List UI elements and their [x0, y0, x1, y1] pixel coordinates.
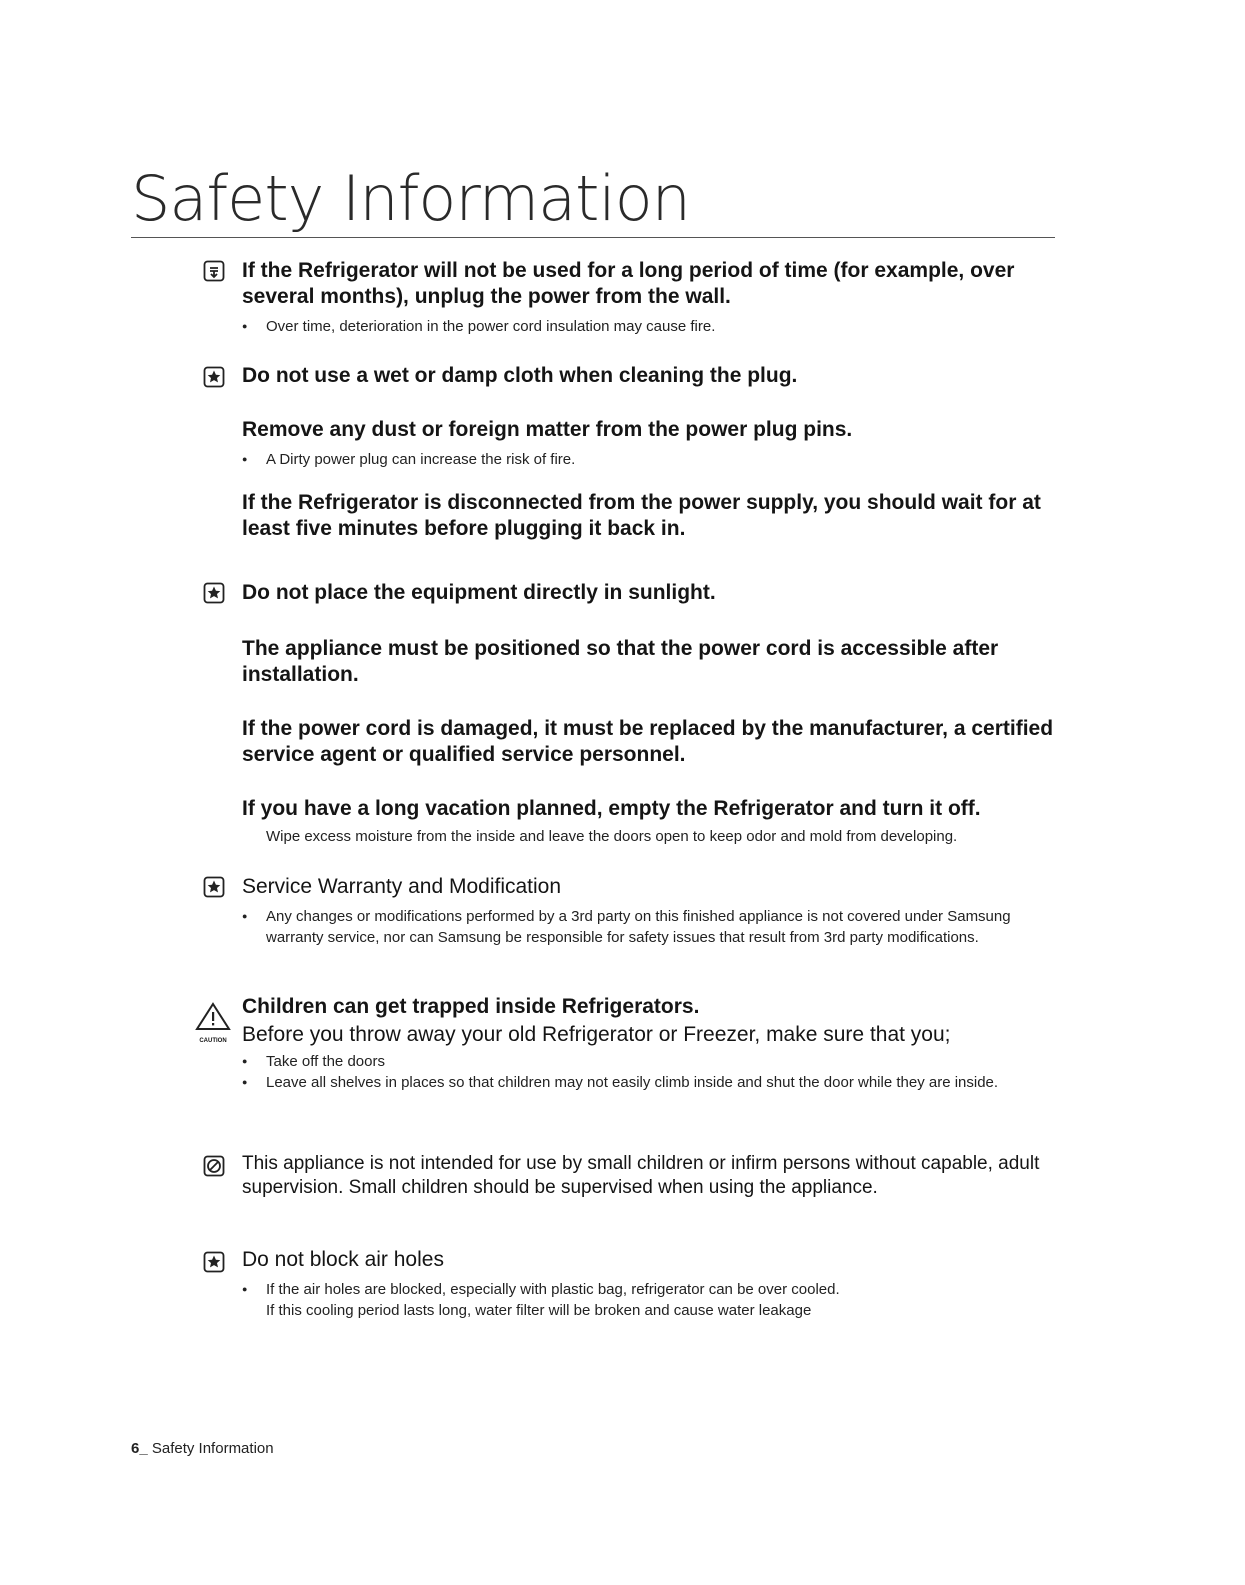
section-sunlight	[242, 580, 1062, 847]
list-item: ● Leave all shelves in places so that children may not easily climb inside and shut the door while they are inside.	[242, 1072, 1062, 1093]
section-warranty	[242, 874, 1062, 948]
page-title: Safety Information	[131, 162, 690, 235]
star-box-icon	[203, 582, 225, 604]
bullet-list	[242, 906, 1062, 948]
section-subheading: If the power cord is damaged, it must be replaced by the manufacturer, a certified service agent or qualified service personnel.	[242, 717, 1054, 766]
section-wet-cloth	[242, 363, 1062, 542]
caution-label: CAUTION	[199, 1038, 227, 1044]
section-heading: Service Warranty and Modification	[242, 875, 562, 898]
list-item: ● Any changes or modifications performed by a 3rd party on this finished appliance is not covered under Samsung warranty service, nor can Samsung be responsible for safety issues that result from 3rd party modifications.	[242, 906, 1062, 948]
section-air-holes	[242, 1247, 1062, 1321]
section-children	[242, 994, 1062, 1093]
title-rule	[131, 237, 1055, 238]
section-subheading: Before you throw away your old Refrigerator or Freezer, make sure that you;	[242, 1023, 951, 1046]
section-heading: If the Refrigerator will not be used for a long period of time (for example, over several months), unplug the power from the wall.	[242, 259, 1015, 308]
prohibited-icon	[203, 1155, 225, 1177]
section-heading: Do not use a wet or damp cloth when cleaning the plug.	[242, 364, 798, 387]
unplug-icon	[203, 260, 225, 282]
section-heading: Do not place the equipment directly in sunlight.	[242, 581, 716, 604]
page-number: 6_	[131, 1440, 148, 1457]
star-box-icon	[203, 876, 225, 898]
list-item	[242, 1279, 1062, 1321]
list-item: ● Take off the doors	[242, 1051, 1062, 1072]
bullet-list	[242, 449, 1062, 470]
note-text: Wipe excess moisture from the inside and leave the doors open to keep odor and mold from developing.	[266, 828, 958, 845]
list-item: ● Over time, deterioration in the power cord insulation may cause fire.	[242, 316, 1062, 337]
list-item-text: If this cooling period lasts long, water filter will be broken and cause water leakage	[266, 1302, 812, 1319]
list-item: ● A Dirty power plug can increase the risk of fire.	[242, 449, 1062, 470]
star-box-icon	[203, 366, 225, 388]
section-heading: Do not block air holes	[242, 1248, 444, 1271]
section-subheading: Remove any dust or foreign matter from the power plug pins.	[242, 418, 853, 441]
section-heading: Children can get trapped inside Refrigerators.	[242, 995, 700, 1018]
star-box-icon	[203, 1251, 225, 1273]
section-subheading: If the Refrigerator is disconnected from the power supply, you should wait for at least five minutes before plugging it back in.	[242, 491, 1041, 540]
section-supervision	[242, 1152, 1042, 1200]
section-subheading: The appliance must be positioned so that the power cord is accessible after installation.	[242, 637, 999, 686]
bullet-list	[242, 316, 1062, 337]
section-subheading: If you have a long vacation planned, empty the Refrigerator and turn it off.	[242, 797, 981, 820]
bullet-list	[242, 1279, 1062, 1321]
section-unplug	[242, 258, 1062, 337]
page-footer	[131, 1440, 274, 1457]
list-item-text: If the air holes are blocked, especially with plastic bag, refrigerator can be over cooled.	[266, 1281, 840, 1298]
caution-triangle-icon	[193, 1002, 233, 1044]
footer-label: Safety Information	[151, 1440, 274, 1457]
section-text: This appliance is not intended for use by small children or infirm persons without capable, adult supervision. Small children should be supervised when using the appliance.	[242, 1153, 1040, 1198]
bullet-list	[242, 1051, 1062, 1093]
